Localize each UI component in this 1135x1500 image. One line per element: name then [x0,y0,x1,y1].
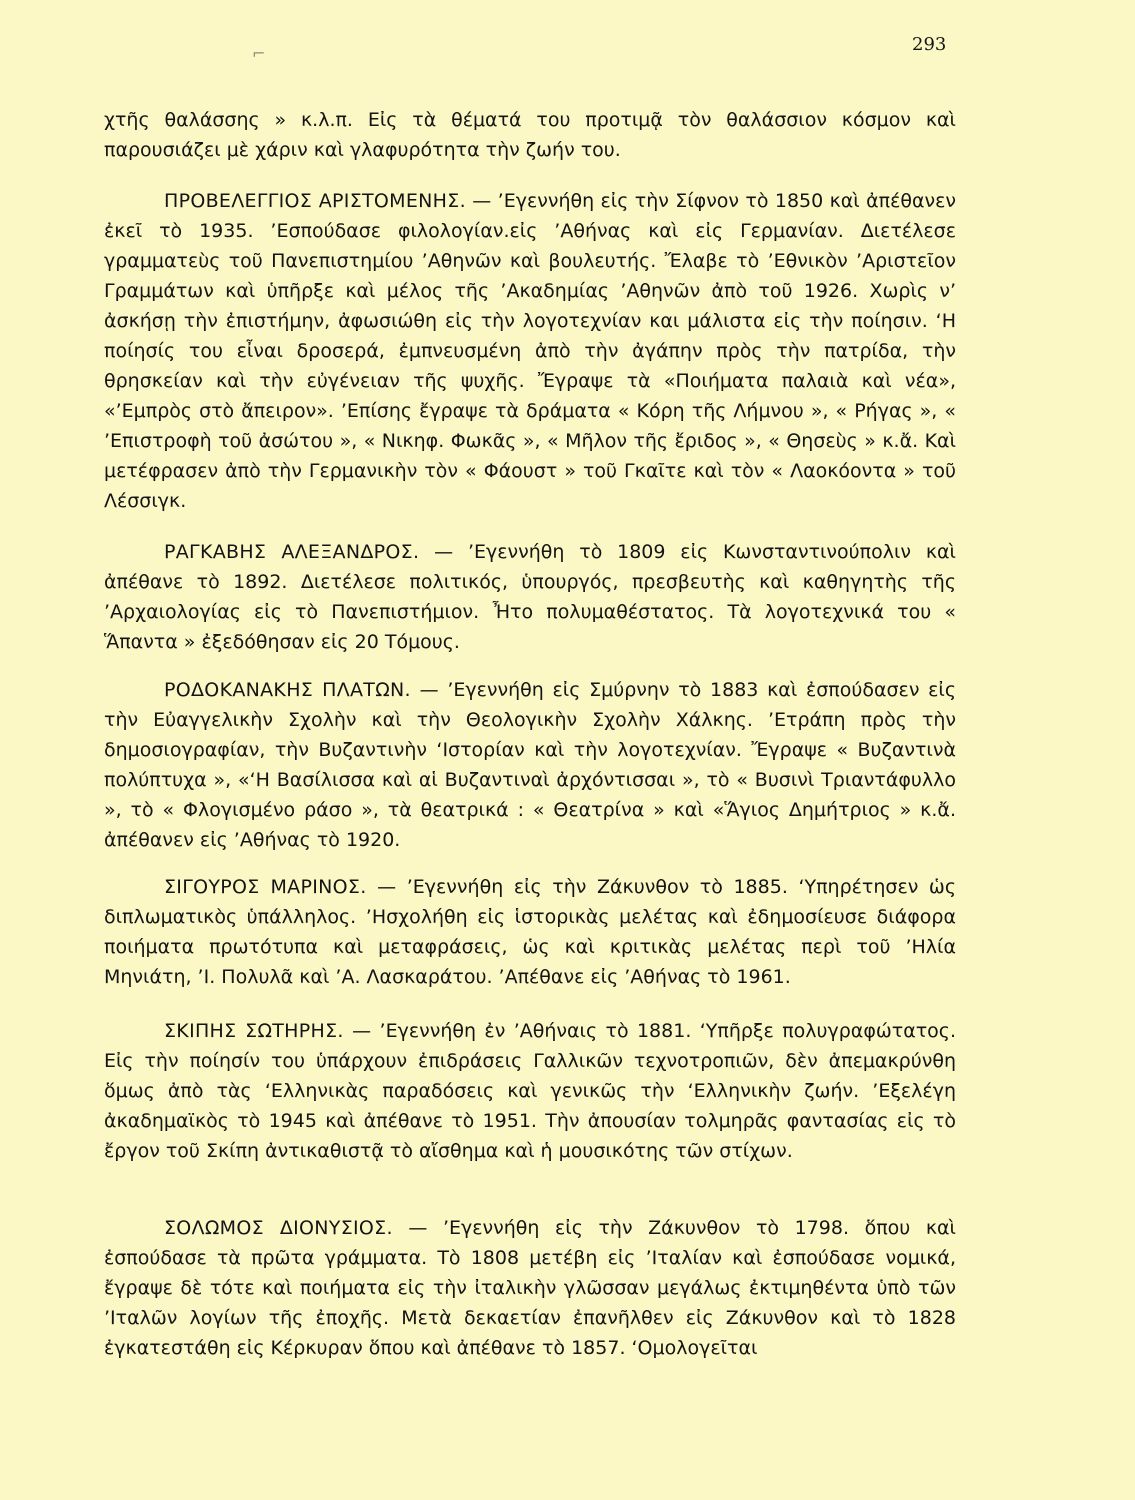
pencil-mark: ⌐ [252,44,266,63]
entry-sigouros [104,872,956,992]
entry-paragraph [104,1213,956,1363]
page-number: 293 [912,34,947,55]
entry-text: — ’Εγεννήθη τὸ 1809 εἰς Κωνσταντινούπολιν καὶ ἀπέθανε τὸ 1892. Διετέλεσε πολιτικός, ὑπουργός, πρεσβευτὴς καὶ καθηγητὴς τῆς ’Αρχαιολογίας εἰς τὸ Πανεπιστήμιον. Ἦτο πολυμαθέστατος. Τὰ λογοτεχνικά του « Ἅπαντα » ἐξεδόθησαν εἰς 20 Τόμους. [104,541,956,653]
entry-text: — ’Εγεννήθη ἐν ’Αθήναις τὸ 1881. ‘Υπῆρξε πολυγραφώτατος. Εἰς τὴν ποίησίν του ὑπάρχουν ἐπιδράσεις Γαλλικῶν τεχνοτροπιῶν, δὲν ἀπεμακρύνθη ὅμως ἀπὸ τὰς ‘Ελληνικὰς παραδόσεις καὶ γενικῶς τὴν ‘Ελληνικὴν ζωήν. ’Εξελέγη ἀκαδημαϊκὸς τὸ 1945 καὶ ἀπέθανε τὸ 1951. Τὴν ἀπουσίαν τολμηρᾶς φαντασίας εἰς τὸ ἔργον τοῦ Σκίπη ἀντικαθιστᾷ τὸ αἴσθημα καὶ ἡ μουσικότης τῶν στίχων. [104,1020,956,1162]
entry-name: ΣΙΓΟΥΡΟΣ ΜΑΡΙΝΟΣ. [164,876,367,898]
entry-text: — ’Εγεννήθη εἰς τὴν Ζάκυνθον τὸ 1885. ‘Υπηρέτησεν ὡς διπλωματικὸς ὑπάλληλος. ’Ησχολήθη εἰς ἱστορικὰς μελέτας καὶ ἐδημοσίευσε διάφορα ποιήματα πρωτότυπα καὶ μεταφράσεις, ὡς καὶ κριτικὰς μελέτας περὶ τοῦ ’Ηλία Μηνιάτη, ’Ι. Πολυλᾶ καὶ ’Α. Λασκαράτου. ’Απέθανε εἰς ’Αθήνας τὸ 1961. [104,876,956,988]
entry-name: ΠΡΟΒΕΛΕΓΓΙΟΣ ΑΡΙΣΤΟΜΕΝΗΣ. [164,190,466,212]
entry-paragraph [104,537,956,657]
entry-skipis [104,1016,956,1166]
entry-name: ΣΚΙΠΗΣ ΣΩΤΗΡΗΣ. [164,1020,344,1042]
intro-paragraph [104,105,956,165]
entry-text: — ’Εγεννήθη εἰς τὴν Ζάκυνθον τὸ 1798. ὅπου καὶ ἐσπούδασε τὰ πρῶτα γράμματα. Τὸ 1808 μετέβη εἰς ’Ιταλίαν καὶ ἐσπούδασε νομικά, ἔγραψε δὲ τότε καὶ ποιήματα εἰς τὴν ἰταλικὴν γλῶσσαν μεγάλως ἐκτιμηθέντα ὑπὸ τῶν ’Ιταλῶν λογίων τῆς ἐποχῆς. Μετὰ δεκαετίαν ἐπανῆλθεν εἰς Ζάκυνθον καὶ τὸ 1828 ἐγκατεστάθη εἰς Κέρκυραν ὅπου καὶ ἀπέθανε τὸ 1857. ‘Ομολογεῖται [104,1217,956,1359]
intro-text: χτῆς θαλάσσης » κ.λ.π. Εἰς τὰ θέματά του προτιμᾷ τὸν θαλάσσιον κόσμον καὶ παρουσιάζει μὲ χάριν καὶ γλαφυρότητα τὴν ζωήν του. [104,109,956,161]
entry-paragraph [104,1016,956,1166]
entry-text: — ’Εγεννήθη εἰς τὴν Σίφνον τὸ 1850 καὶ ἀπέθανεν ἐκεῖ τὸ 1935. ’Εσπούδασε φιλολογίαν.εἰς ’Αθήνας καὶ εἰς Γερμανίαν. Διετέλεσε γραμματεὺς τοῦ Πανεπιστημίου ’Αθηνῶν καὶ βουλευτής. Ἔλαβε τὸ ’Εθνικὸν ’Αριστεῖον Γραμμάτων καὶ ὑπῆρξε καὶ μέλος τῆς ’Ακαδημίας ’Αθηνῶν ἀπὸ τοῦ 1926. Χωρὶς ν’ ἀσκήσῃ τὴν ἐπιστήμην, ἀφωσιώθη εἰς τὴν λογοτεχνίαν και μάλιστα εἰς τὴν ποίησιν. ‘Η ποίησίς του εἶναι δροσερά, ἐμπνευσμένη ἀπὸ τὴν ἀγάπην πρὸς τὴν πατρίδα, τὴν θρησκείαν καὶ τὴν εὐγένειαν τῆς ψυχῆς. Ἔγραψε τὰ «Ποιήματα παλαιὰ καὶ νέα», «’Εμπρὸς στὸ ἄπειρον». ’Επίσης ἔγραψε τὰ δράματα « Κόρη τῆς Λήμνου », « Ρήγας », « ’Επιστροφὴ τοῦ ἀσώτου », « Νικηφ. Φωκᾶς », « Μῆλον τῆς ἔριδος », « Θησεὺς » κ.ἄ. Καὶ μετέφρασεν ἀπὸ τὴν Γερμανικὴν τὸν « Φάουστ » τοῦ Γκαῖτε καὶ τὸν « Λαοκόοντα » τοῦ Λέσσιγκ. [104,190,956,512]
entry-rodokanakis [104,675,956,855]
entry-name: ΣΟΛΩΜΟΣ ΔΙΟΝΥΣΙΟΣ. [164,1217,393,1239]
entry-solomos [104,1213,956,1363]
entry-name: ΡΟΔΟΚΑΝΑΚΗΣ ΠΛΑΤΩΝ. [164,679,411,701]
entry-text: — ’Εγεννήθη εἰς Σμύρνην τὸ 1883 καὶ ἐσπούδασεν εἰς τὴν Εὐαγγελικὴν Σχολὴν καὶ τὴν Θεολογικὴν Σχολὴν Χάλκης. ’Ετράπη πρὸς τὴν δημοσιογραφίαν, τὴν Βυζαντινὴν ‘Ιστορίαν καὶ τὴν λογοτεχνίαν. Ἔγραψε « Βυζαντινὰ πολύπτυχα », «‘Η Βασίλισσα καὶ αἱ Βυζαντιναὶ ἀρχόντισσαι », τὸ « Βυσινὶ Τριαντάφυλλο », τὸ « Φλογισμένο ράσο », τὰ θεατρικά : « Θεατρίνα » καὶ «Ἅγιος Δημήτριος » κ.ἄ. ἀπέθανεν εἰς ’Αθήνας τὸ 1920. [104,679,956,851]
entry-paragraph [104,675,956,855]
entry-name: ΡΑΓΚΑΒΗΣ ΑΛΕΞΑΝΔΡΟΣ. [164,541,420,563]
entry-provelengios [104,186,956,516]
entry-ragkavis [104,537,956,657]
entry-paragraph [104,186,956,516]
entry-paragraph [104,872,956,992]
